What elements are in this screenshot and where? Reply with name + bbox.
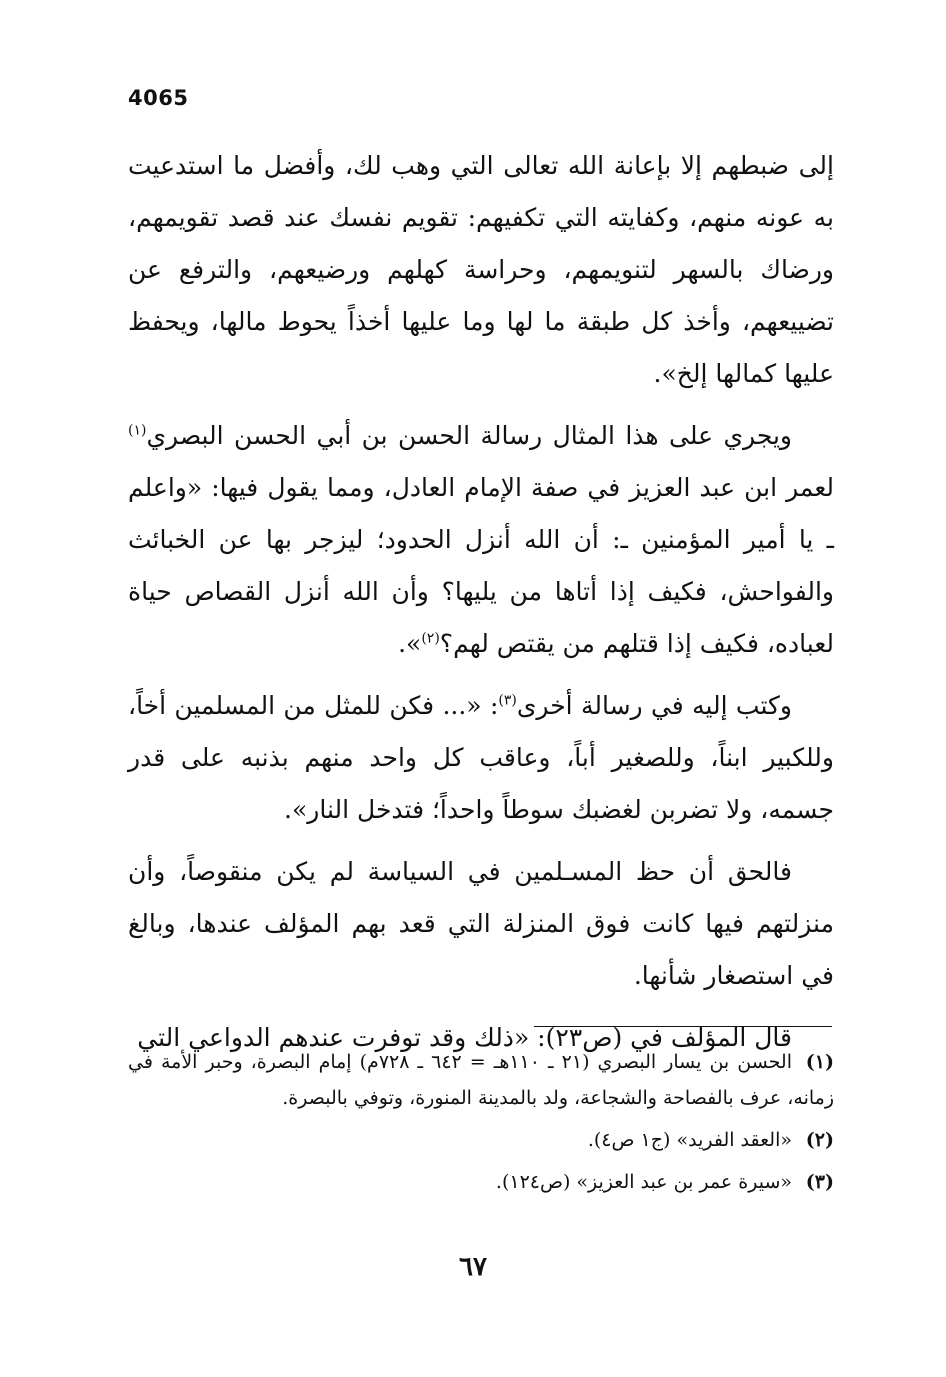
footnote-2: [128, 1122, 834, 1158]
footnotes: [128, 1044, 834, 1206]
page-number-bottom: ٦٧: [459, 1252, 487, 1282]
footnote-1: [128, 1044, 834, 1116]
footnote-ref-2[interactable]: (٢): [421, 630, 440, 647]
paragraph-1: إلى ضبطهم إلا بإعانة الله تعالى التي وهب لك، وأفضل ما استدعيت به عونه منهم، وكفايته التي تكفيهم: تقويم نفسك عند قصد تقويمهم، ورضاك بالسهر لتنويمهم، وحراسة كهلهم ورضيعهم، والترفع عن تضييعهم، وأخذ كل طبقة ما لها وما عليها أخذاً يحوط مالها، ويحفظ عليها كمالها إلخ».: [128, 151, 834, 388]
page-number-top: 4065: [128, 86, 189, 110]
footnote-text: «العقد الفريد» (ج١ ص٤).: [587, 1129, 792, 1151]
paragraph-2-part-a: ويجري على هذا المثال رسالة الحسن بن أبي الحسن البصري: [146, 421, 792, 450]
paragraph-2-part-b: لعمر ابن عبد العزيز في صفة الإمام العادل، ومما يقول فيها: «واعلم ـ يا أمير المؤمنين ـ: أن الله أنزل الحدود؛ ليزجر بها عن الخبائث والفواحش، فكيف إذا أتاها من يليها؟ وأن الله أنزل القصاص حياة لعباده، فكيف إذا قتلهم من يقتص لهم؟: [128, 473, 834, 658]
paragraph-2: [128, 410, 834, 670]
footnote-number: (١): [805, 1051, 834, 1073]
footnote-ref-3[interactable]: (٣): [498, 692, 517, 709]
paragraph-3-part-a: وكتب إليه في رسالة أخرى: [516, 691, 793, 720]
footnote-number: (٢): [805, 1129, 834, 1151]
footnote-ref-1[interactable]: (١): [128, 422, 147, 439]
paragraph-3: [128, 680, 834, 836]
paragraph-5: قال المؤلف في (ص٢٣): «ذلك وقد توفرت عندهم الدواعي التي: [137, 1023, 792, 1052]
body-text: [128, 140, 834, 1064]
paragraph-4: فالحق أن حظ المسـلمين في السياسة لم يكن منقوصاً، وأن منزلتهم فيها كانت فوق المنزلة التي قعد بهم المؤلف عندها، وبالغ في استصغار شأنها.: [128, 857, 834, 990]
paragraph-2-part-c: ».: [398, 629, 422, 658]
footnote-3: [128, 1164, 834, 1200]
paragraph-3-part-b: : «... فكن للمثل من المسلمين أخاً، وللكبير ابناً، وللصغير أباً، وعاقب كل واحد منهم بذنبه على قدر جسمه، ولا تضربن لغضبك سوطاً واحداً؛ فتدخل النار».: [128, 691, 834, 824]
footnote-divider: [534, 1026, 832, 1027]
footnote-text: «سيرة عمر بن عبد العزيز» (ص١٢٤).: [495, 1171, 792, 1193]
footnote-text: الحسن بن يسار البصري (٢١ ـ ١١٠هـ = ٦٤٢ ـ ٧٢٨م) إمام البصرة، وحبر الأمة في زمانه، عرف بالفصاحة والشجاعة، ولد بالمدينة المنورة، وتوفي بالبصرة.: [128, 1051, 834, 1109]
footnote-number: (٣): [805, 1171, 834, 1193]
